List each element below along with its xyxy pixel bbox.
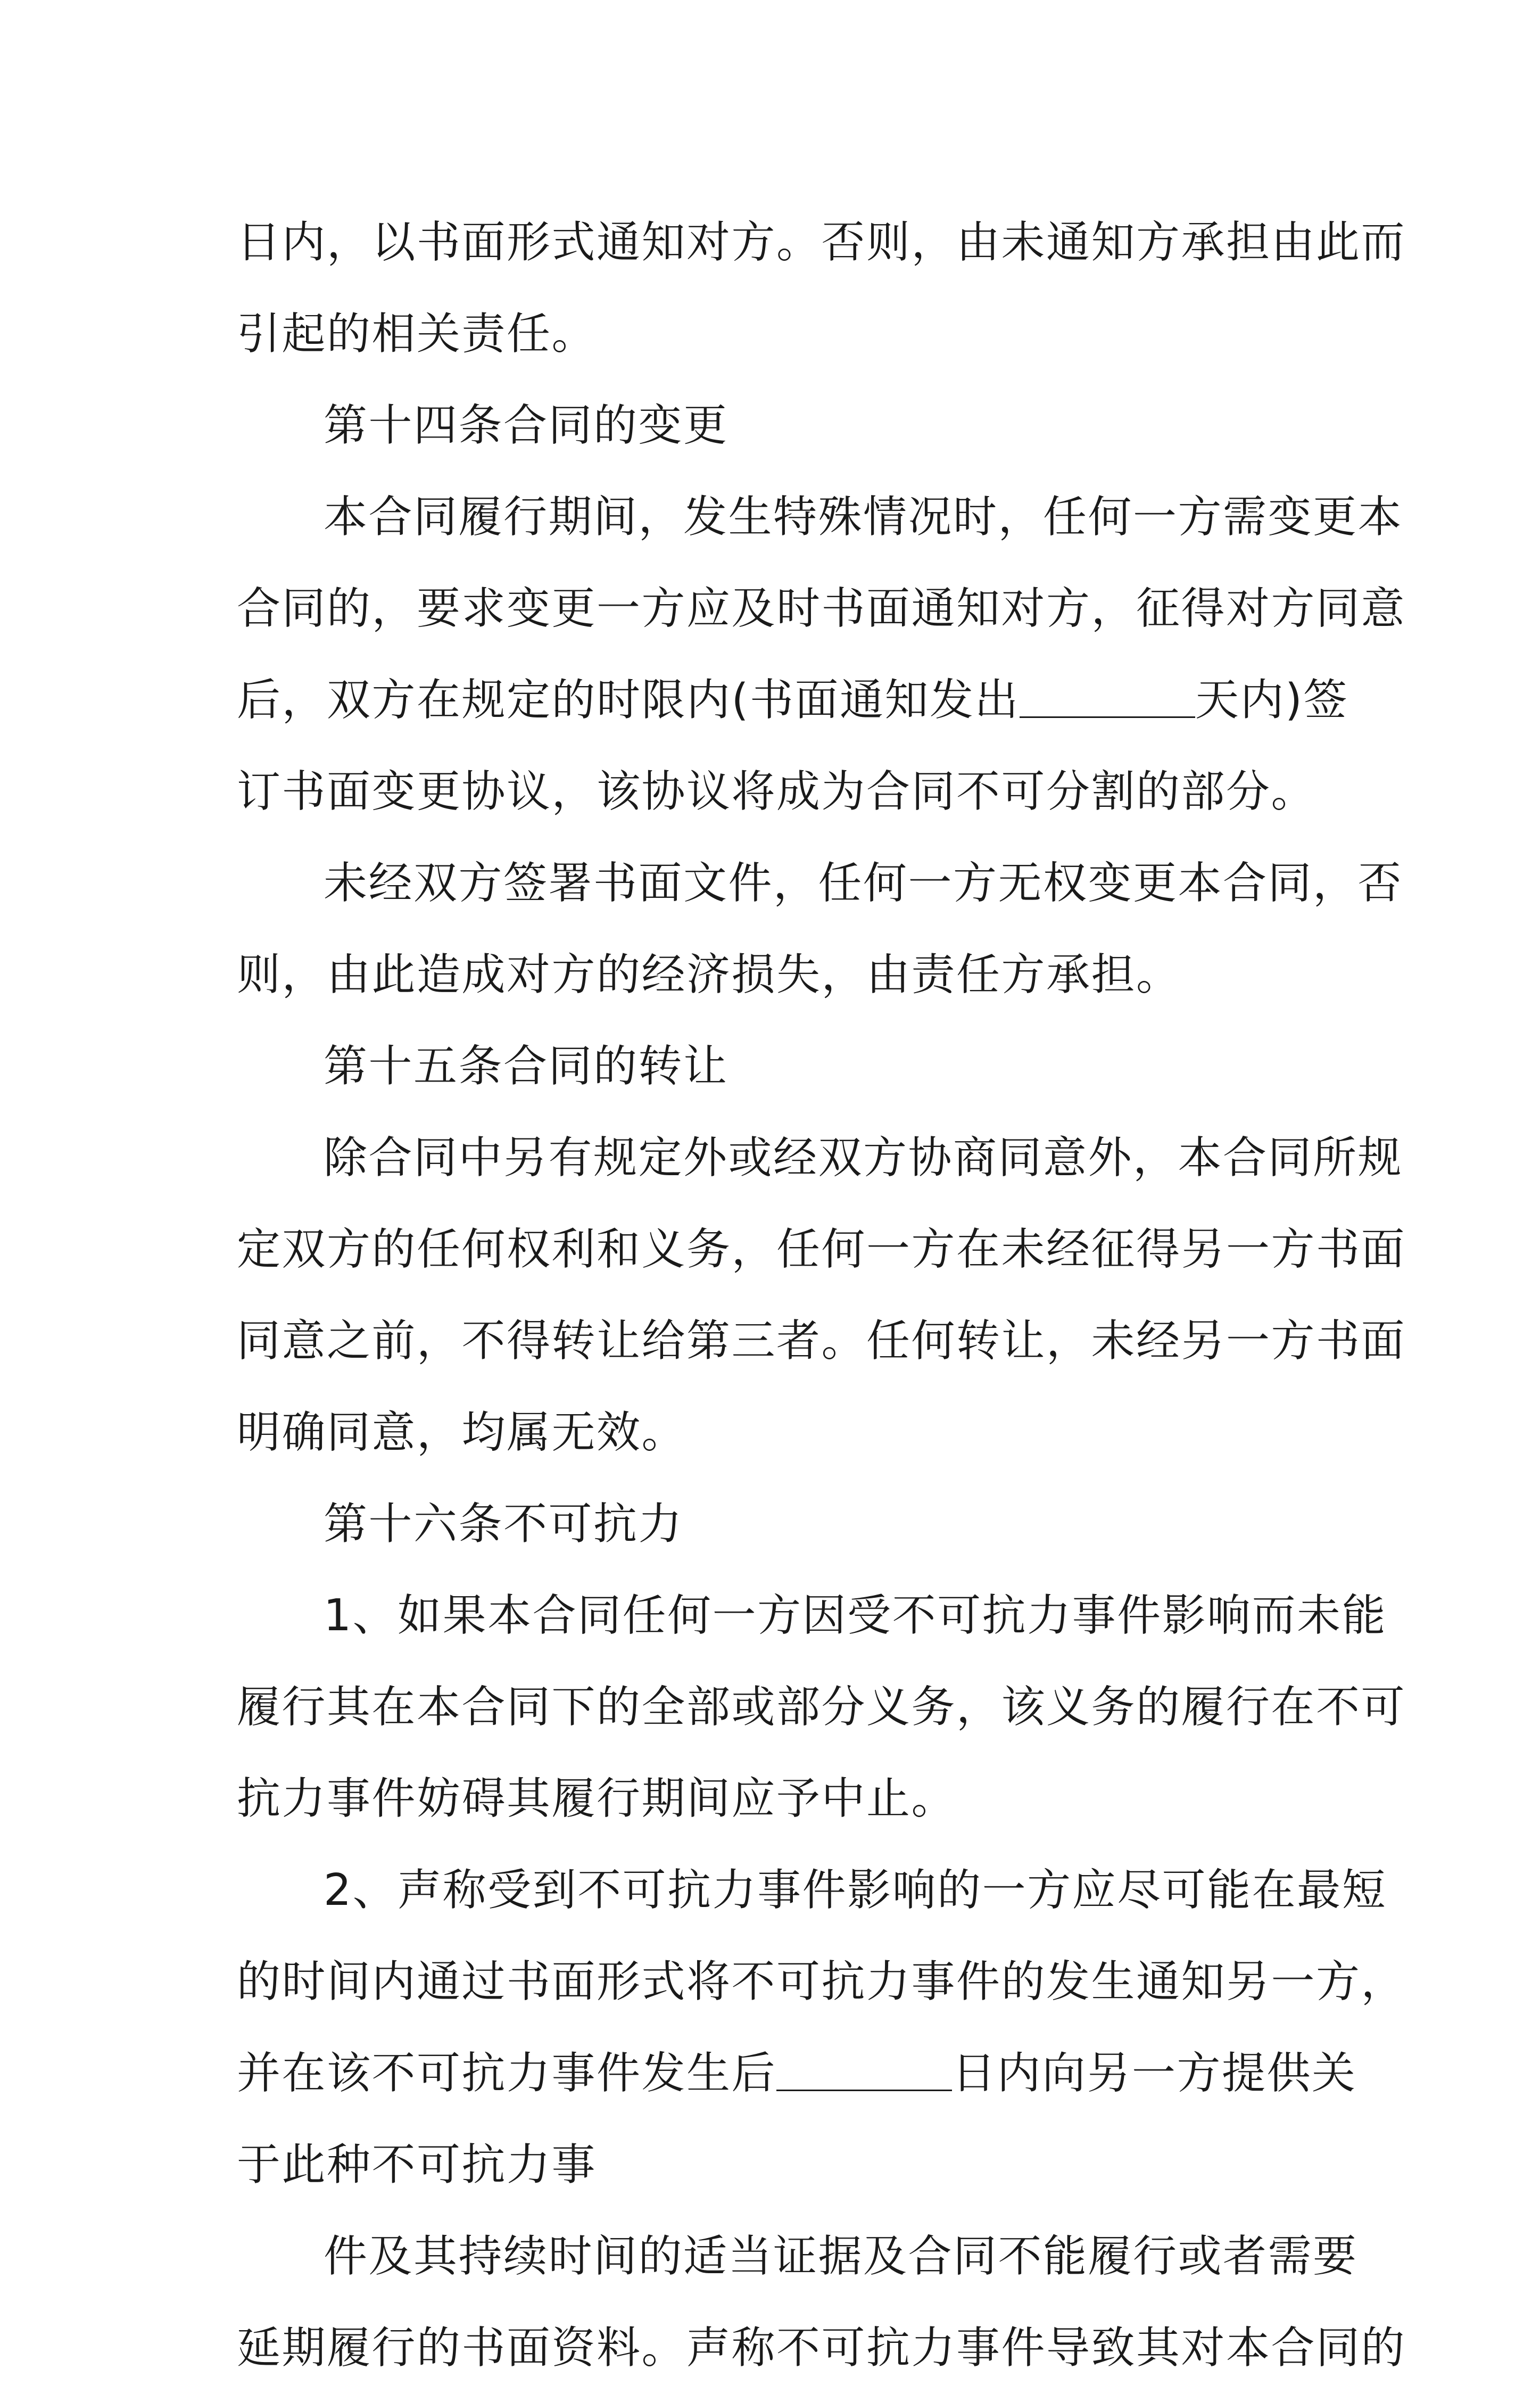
text-line (237, 655, 1348, 746)
text-line: 件及其持续时间的适当证据及合同不能履行或者需要 (324, 2231, 1358, 2282)
text-line: 未经双方签署书面文件，任何一方无权变更本合同，否 (324, 858, 1403, 909)
text-segment: 天内)签 (1195, 675, 1348, 725)
text-line: 的时间内通过书面形式将不可抗力事件的发生通知另一方， (237, 1957, 1406, 2007)
text-line: 同意之前，不得转让给第三者。任何转让，未经另一方书面 (237, 1316, 1406, 1366)
text-line: 于此种不可抗力事 (237, 2140, 597, 2190)
section-heading-15: 第十五条合同的转让 (324, 1041, 728, 1092)
fill-in-blank (1020, 679, 1195, 718)
text-line: 延期履行的书面资料。声称不可抗力事件导致其对本合同的 (237, 2323, 1406, 2373)
text-segment: 并在该不可抗力事件发生后 (237, 2048, 777, 2099)
text-line: 2、声称受到不可抗力事件影响的一方应尽可能在最短 (324, 1865, 1387, 1916)
text-line: 1、如果本合同任何一方因受不可抗力事件影响而未能 (324, 1590, 1387, 1641)
text-line: 则，由此造成对方的经济损失，由责任方承担。 (237, 950, 1181, 1000)
fill-in-blank (776, 2052, 952, 2091)
text-line (237, 2028, 1357, 2119)
section-heading-14: 第十四条合同的变更 (324, 400, 728, 451)
section-heading-16: 第十六条不可抗力 (324, 1499, 684, 1549)
text-line: 本合同履行期间，发生特殊情况时，任何一方需变更本 (324, 492, 1403, 542)
text-line: 明确同意，均属无效。 (237, 1407, 687, 1458)
text-line: 除合同中另有规定外或经双方协商同意外，本合同所规 (324, 1133, 1403, 1183)
text-segment: 后，双方在规定的时限内(书面通知发出 (237, 675, 1020, 725)
text-line: 引起的相关责任。 (237, 309, 597, 359)
text-segment: 日内向另一方提供关 (952, 2048, 1357, 2099)
document-page (237, 197, 1406, 2394)
text-line: 合同的，要求变更一方应及时书面通知对方，征得对方同意 (237, 583, 1406, 634)
text-line: 抗力事件妨碍其履行期间应予中止。 (237, 1773, 957, 1824)
text-line: 履行其在本合同下的全部或部分义务，该义务的履行在不可 (237, 1682, 1406, 1732)
text-line: 日内，以书面形式通知对方。否则，由未通知方承担由此而 (237, 217, 1406, 268)
text-line: 定双方的任何权利和义务，任何一方在未经征得另一方书面 (237, 1224, 1406, 1275)
text-line: 订书面变更协议，该协议将成为合同不可分割的部分。 (237, 766, 1317, 817)
